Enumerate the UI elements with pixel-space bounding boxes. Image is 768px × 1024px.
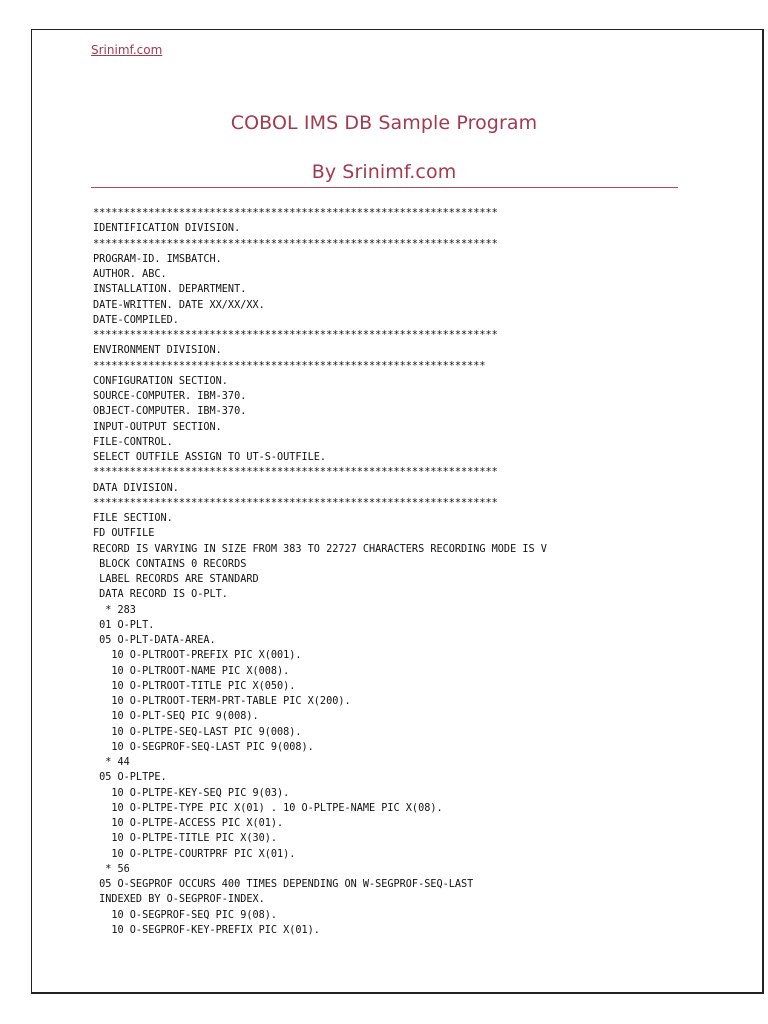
code-line: 10 O-PLTPE-SEQ-LAST PIC 9(008). [93, 726, 302, 738]
code-line: 10 O-SEGPROF-KEY-PREFIX PIC X(01). [93, 924, 320, 936]
code-line: 10 O-SEGPROF-SEQ PIC 9(08). [93, 909, 278, 921]
document-page [31, 29, 764, 994]
code-line: SELECT OUTFILE ASSIGN TO UT-S-OUTFILE. [93, 452, 327, 463]
code-line: 10 O-PLTPE-TITLE PIC X(30). [93, 833, 278, 845]
code-line: ****************************************************************** [93, 208, 498, 219]
code-line: **************************************************************** [93, 360, 486, 372]
code-line: DATA RECORD IS O-PLT. [93, 589, 228, 601]
code-line: ****************************************************************** [93, 467, 498, 479]
code-line: ****************************************************************** [93, 497, 498, 509]
code-line: INDEXED BY O-SEGPROF-INDEX. [93, 894, 265, 906]
code-line: OBJECT-COMPUTER. IBM-370. [93, 406, 247, 418]
code-line: 10 O-PLTPE-COURTPRF PIC X(01). [93, 848, 296, 860]
code-line: 10 O-PLTPE-KEY-SEQ PIC 9(03). [93, 787, 290, 799]
code-line: 10 O-PLT-SEQ PIC 9(008). [93, 711, 259, 723]
title-divider [91, 187, 678, 188]
code-line: 10 O-SEGPROF-SEQ-LAST PIC 9(008). [93, 741, 314, 753]
code-line: LABEL RECORDS ARE STANDARD [93, 574, 259, 585]
code-line: * 56 [93, 863, 130, 875]
code-line: IDENTIFICATION DIVISION. [93, 223, 241, 235]
code-line: 10 O-PLTROOT-PREFIX PIC X(001). [93, 650, 302, 662]
code-line: 05 O-PLT-DATA-AREA. [93, 635, 216, 646]
code-line: DATA DIVISION. [93, 482, 179, 494]
code-line: 10 O-PLTROOT-NAME PIC X(008). [93, 665, 290, 677]
code-line: 01 O-PLT. [93, 619, 155, 631]
code-line: ****************************************************************** [93, 330, 498, 341]
code-line: 10 O-PLTPE-TYPE PIC X(01) . 10 O-PLTPE-NAME PIC X(08). [93, 802, 443, 814]
site-link[interactable]: Srinimf.com [91, 43, 163, 57]
code-line: INPUT-OUTPUT SECTION. [93, 421, 222, 433]
code-line: PROGRAM-ID. IMSBATCH. [93, 253, 222, 265]
code-line: DATE-COMPILED. [93, 314, 179, 326]
code-line: 05 O-PLTPE. [93, 772, 167, 784]
code-line: RECORD IS VARYING IN SIZE FROM 383 TO 22727 CHARACTERS RECORDING MODE IS V [93, 543, 547, 555]
code-line: 10 O-PLTROOT-TERM-PRT-TABLE PIC X(200). [93, 696, 351, 707]
code-line: ENVIRONMENT DIVISION. [93, 345, 222, 357]
code-listing [93, 206, 547, 938]
code-line: FD OUTFILE [93, 528, 155, 540]
document-title: COBOL IMS DB Sample Program [230, 112, 538, 134]
code-line: DATE-WRITTEN. DATE XX/XX/XX. [93, 299, 265, 311]
code-line: BLOCK CONTAINS 0 RECORDS [93, 558, 247, 570]
code-line: CONFIGURATION SECTION. [93, 375, 228, 387]
code-line: * 283 [93, 604, 136, 616]
code-line: 10 O-PLTPE-ACCESS PIC X(01). [93, 818, 284, 829]
code-line: * 44 [93, 757, 130, 768]
code-line: FILE-CONTROL. [93, 436, 173, 448]
code-line: ****************************************************************** [93, 238, 498, 250]
code-line: SOURCE-COMPUTER. IBM-370. [93, 391, 247, 402]
code-line: AUTHOR. ABC. [93, 269, 167, 280]
code-line: FILE SECTION. [93, 513, 173, 524]
code-line: 05 O-SEGPROF OCCURS 400 TIMES DEPENDING ON W-SEGPROF-SEQ-LAST [93, 879, 474, 890]
document-byline: By Srinimf.com [311, 161, 457, 183]
code-line: 10 O-PLTROOT-TITLE PIC X(050). [93, 680, 296, 692]
code-line: INSTALLATION. DEPARTMENT. [93, 284, 247, 296]
